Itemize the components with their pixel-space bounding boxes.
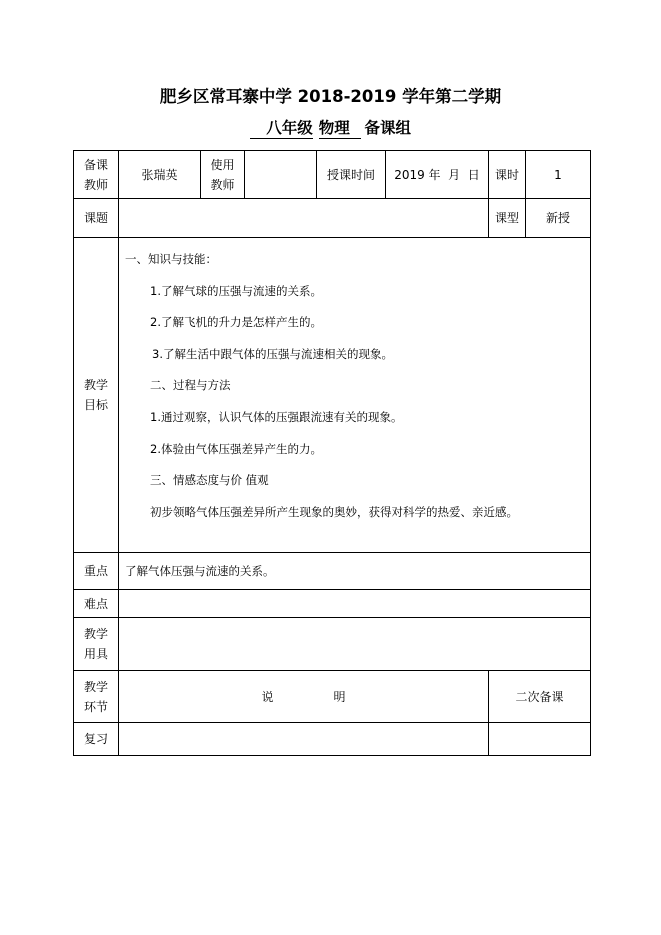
tools-row <box>74 618 591 671</box>
key-points-label: 重点 <box>74 553 119 590</box>
review-value <box>119 723 489 756</box>
type-label: 课型 <box>489 199 526 238</box>
process-label: 教学 环节 <box>74 671 119 723</box>
time-label: 授课时间 <box>317 151 386 199</box>
goal-line: 初步领略气体压强差异所产生现象的奥妙，获得对科学的热爱、亲近感。 <box>150 504 518 519</box>
goal-line: 二、过程与方法 <box>150 378 231 393</box>
goal-line: 三、情感态度与价 值观 <box>150 473 269 488</box>
explain-header <box>119 671 489 723</box>
grade-underlined <box>250 118 313 139</box>
goals-label: 教学 目标 <box>74 238 119 553</box>
hours-label: 课时 <box>489 151 526 199</box>
grade-text: 八年级 <box>266 119 313 137</box>
key-points-value: 了解气体压强与流速的关系。 <box>119 553 591 590</box>
explain-char-2: 明 <box>333 689 346 704</box>
user-teacher-label: 使用 教师 <box>201 151 245 199</box>
goal-line: 1.通过观察，认识气体的压强跟流速有关的现象。 <box>150 409 403 424</box>
subject-text: 物理 <box>318 119 350 137</box>
topic-label: 课题 <box>74 199 119 238</box>
difficulties-row <box>74 590 591 618</box>
process-row <box>74 671 591 723</box>
tools-label: 教学 用具 <box>74 618 119 671</box>
prep-teacher-value: 张瑞英 <box>119 151 201 199</box>
difficulties-value <box>119 590 591 618</box>
explain-char-1: 说 <box>261 689 274 704</box>
time-value: 2019 年 月 日 <box>386 151 489 199</box>
page-title: 肥乡区常耳寨中学 2018-2019 学年第二学期 <box>159 87 502 106</box>
goals-content <box>119 238 591 553</box>
goal-line: 3.了解生活中跟气体的压强与流速相关的现象。 <box>152 346 393 361</box>
difficulties-label: 难点 <box>74 590 119 618</box>
goals-row <box>74 238 591 553</box>
review-second-value <box>489 723 591 756</box>
prep-teacher-label: 备课 教师 <box>74 151 119 199</box>
goal-line: 一、知识与技能： <box>125 252 217 266</box>
lesson-plan-table <box>73 150 591 756</box>
type-value: 新授 <box>526 199 591 238</box>
goal-line: 2.体验由气体压强差异产生的力。 <box>150 441 322 456</box>
hours-value: 1 <box>526 151 591 199</box>
review-label: 复习 <box>74 723 119 756</box>
goal-line: 1.了解气球的压强与流速的关系。 <box>150 283 322 298</box>
second-prep-header: 二次备课 <box>489 671 591 723</box>
review-row <box>74 723 591 756</box>
tools-value <box>119 618 591 671</box>
page-subtitle <box>250 117 411 139</box>
subject-underlined <box>319 118 361 139</box>
topic-row <box>74 199 591 238</box>
goal-line: 2.了解飞机的升力是怎样产生的。 <box>150 315 322 330</box>
user-teacher-value <box>245 151 317 199</box>
teacher-row <box>74 151 591 199</box>
group-suffix: 备课组 <box>364 119 412 137</box>
topic-value <box>119 199 489 238</box>
key-points-row <box>74 553 591 590</box>
